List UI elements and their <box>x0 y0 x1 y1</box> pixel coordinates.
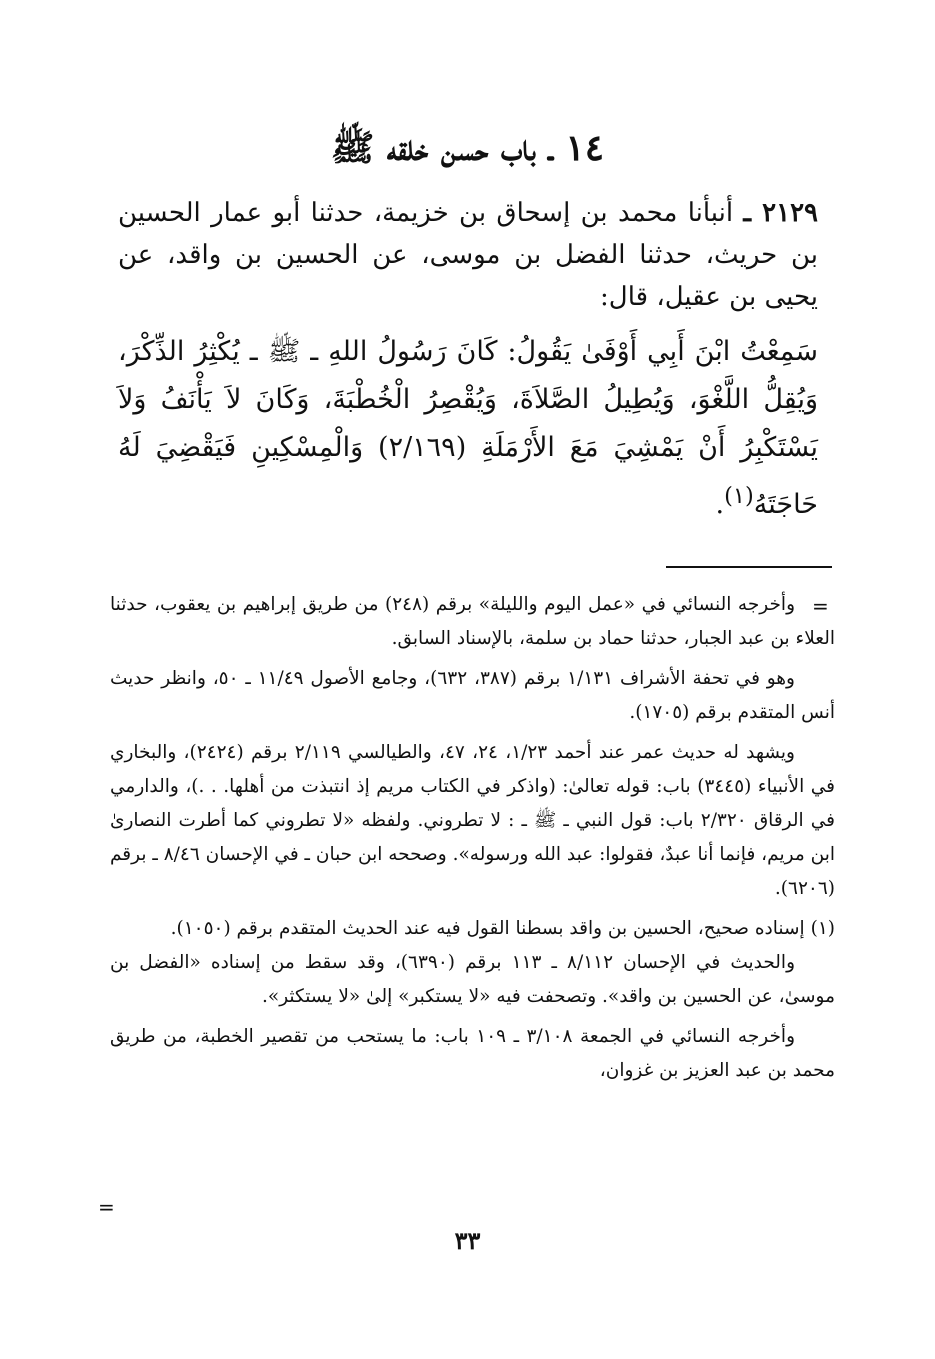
footnote-reference: (١) <box>724 483 754 509</box>
footnote-number: (١) <box>810 918 835 939</box>
footnotes <box>110 588 835 1094</box>
hadith-matn <box>118 328 818 529</box>
continuation-mark-top: = <box>812 594 829 618</box>
note-paragraph: وهو في تحفة الأشراف ١/١٣١ برقم (٣٨٧، ٦٣٢)، وجامع الأصول ١١/٤٩ ـ ٥٠، وانظر حديث أنس المتقدم برقم (١٧٠٥). <box>110 668 835 723</box>
hadith-isnad <box>118 192 818 318</box>
continuation-mark-bottom: = <box>98 1195 115 1219</box>
isnad-text: أنبأنا محمد بن إسحاق بن خزيمة، حدثنا أبو عمار الحسين بن حريث، حدثنا الفضل بن موسى، عن الحسين بن واقد، عن يحيى بن عقيل، قال: <box>118 198 818 312</box>
page-number: ٣٣ <box>454 1226 481 1255</box>
footnote-separator <box>666 566 832 568</box>
note-paragraph: والحديث في الإحسان ٨/١١٢ ـ ١١٣ برقم (٦٣٩٠)، وقد سقط من إسناده «الفضل بن موسىٰ، عن الحسين بن واقد». وتصحفت فيه «لا يستكبر» إلىٰ «لا يستكثر». <box>110 952 835 1007</box>
footnote-1 <box>110 912 835 946</box>
hadith-number: ٢١٢٩ ـ <box>743 198 818 228</box>
footnote-text: إسناده صحيح، الحسين بن واقد بسطنا القول فيه عند الحديث المتقدم برقم (١٠٥٠). <box>170 918 805 939</box>
hadith-block <box>118 192 818 529</box>
matn-end-mark: . <box>715 489 725 520</box>
matn-text: سَمِعْتُ ابْنَ أَبِي أَوْفَىٰ يَقُولُ: كَانَ رَسُولُ اللهِ ـ ﷺ ـ يُكْثِرُ الذِّكْرَ، وَيُقِلُّ اللَّغْوَ، وَيُطِيلُ الصَّلاَةَ، وَيُقْصِرُ الْخُطْبَةَ، وَكَانَ لاَ يَأْنَفُ وَلاَ يَسْتَكْبِرُ أَنْ يَمْشِيَ مَعَ الأَرْمَلَةِ (٢/١٦٩) وَالْمِسْكِينِ فَيَقْضِيَ لَهُ حَاجَتَهُ <box>118 336 818 520</box>
note-paragraph: ويشهد له حديث عمر عند أحمد ١/٢٣، ٢٤، ٤٧، والطيالسي ٢/١١٩ برقم (٢٤٢٤)، والبخاري في الأنبياء (٣٤٤٥) باب: قوله تعالىٰ: (واذكر في الكتاب مريم إذ انتبذت من أهلها. . .)، والدارمي في الرقاق ٢/٣٢٠ باب: قول النبي ـ ﷺ ـ : لا تطروني. ولفظه «لا تطروني كما أطرت النصارىٰ ابن مريم، فإنما أنا عبدٌ، فقولوا: عبد الله ورسوله». وصححه ابن حبان ـ في الإحسان ٨/٤٦ ـ برقم (٦٢٠٦). <box>110 742 835 899</box>
chapter-title: ١٤ ـ باب حسن خلقه ﷺ <box>330 127 605 169</box>
note-paragraph: وأخرجه النسائي في الجمعة ٣/١٠٨ ـ ١٠٩ باب: ما يستحب من تقصير الخطبة، من طريق محمد بن عبد العزيز بن غزوان، <box>110 1026 835 1081</box>
note-paragraph: وأخرجه النسائي في «عمل اليوم والليلة» برقم (٢٤٨) من طريق إبراهيم بن يعقوب، حدثنا العلاء بن عبد الجبار، حدثنا حماد بن سلمة، بالإسناد السابق. <box>110 594 835 649</box>
